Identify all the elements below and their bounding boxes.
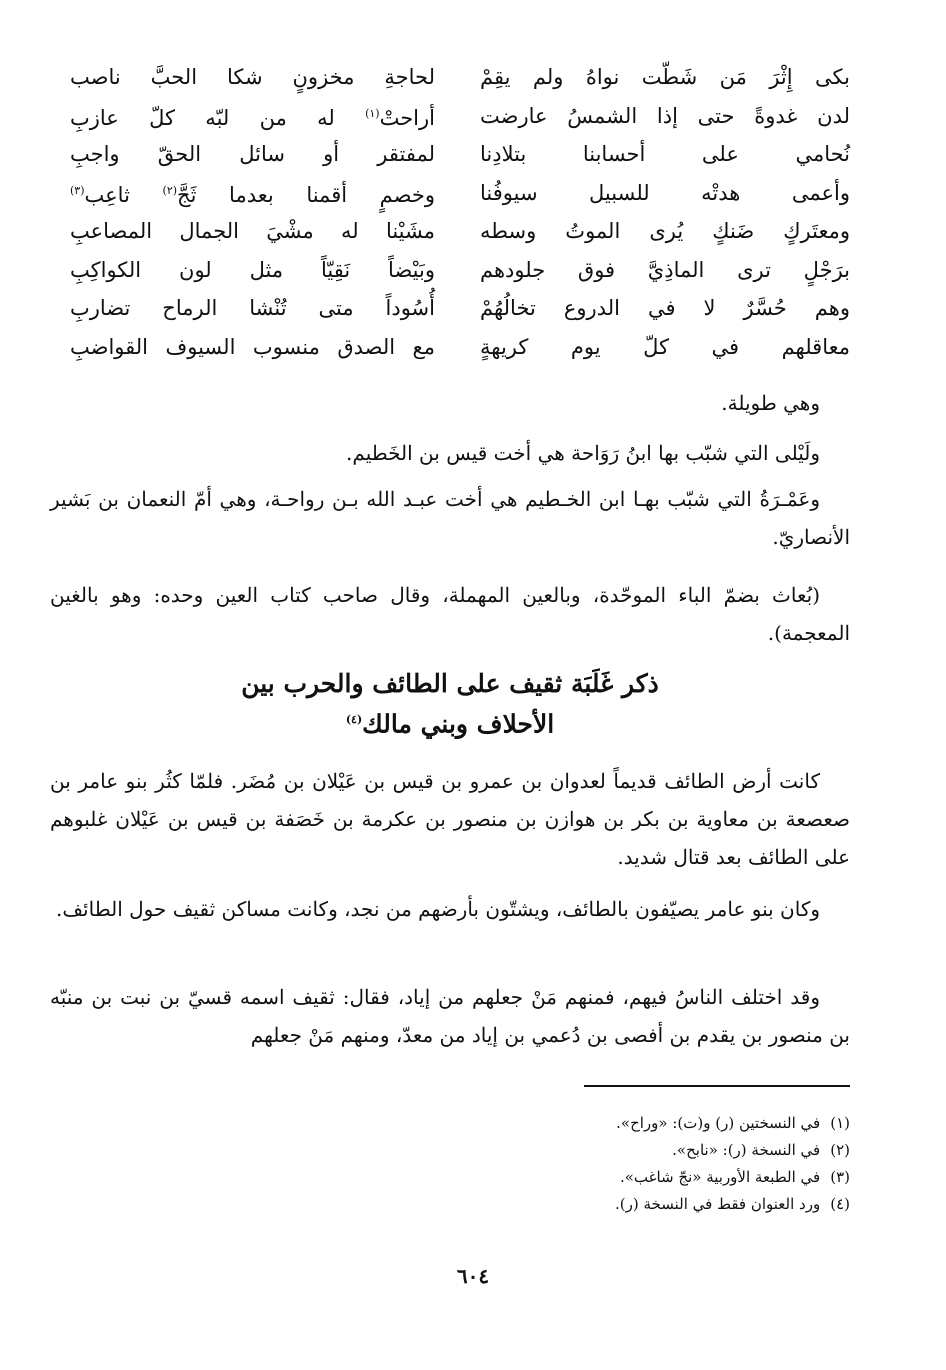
verse-first-hemistich: ومعتَركٍ ضَنكٍ يُرى الموتُ وسطه [480,219,850,244]
footnote-text: في الطبعة الأوربية «نجّ شاغب». [619,1168,821,1186]
footnote-number: (٣) [830,1168,850,1186]
footnote-text: في النسختين (ر) و(ت): «وراح». [616,1114,821,1132]
verse-first-hemistich: لدن غدوةً حتى إذا الشمسُ عارضت [480,103,850,128]
poem-verse [70,289,850,328]
footnote-marker: (٣) [70,183,85,197]
footnote-marker: (٤) [345,713,363,726]
footnote-text: ورد العنوان فقط في النسخة (ر). [615,1195,821,1213]
section-heading [50,666,850,742]
heading-text: الأحلاف وبني مالك [362,709,555,739]
page-number: ٦٠٤ [456,1264,490,1288]
poem-verse [70,328,850,367]
verse-second-hemistich [70,176,435,210]
footnote-number: (١) [830,1114,850,1132]
footnote-marker: (١) [365,106,380,120]
verse-second-hemistich: وبَيْضاً نَقِيّاً مثل لون الكواكِبِ [70,257,435,282]
footnote-text: في النسخة (ر): «نابح». [672,1141,821,1159]
footnote-marker: (٢) [162,183,178,197]
paragraph [50,480,850,556]
paragraph-text: كانت أرض الطائف قديماً لعدوان بن عمرو بن قيس بن عَيْلان بن مُضَر. فلمّا كثُر بنو عامر بن صعصعة بن معاوية بن بكر بن هوازن بن منصور بن عكرمة بن خَصَفة بن قيس بن عَيْلان غلبوهم على الطائف بعد قتال شديد. [50,769,850,869]
verse-first-hemistich: وأعمى هدتْه للسبيل سيوفُنا [480,180,850,205]
verse-second-hemistich: مع الصدق منسوب السيوف القواضبِ [70,334,435,359]
verse-second-hemistich [70,99,435,133]
verse-first-hemistich: برَجْلٍ ترى الماذِيَّ فوق جلودهم [480,257,850,282]
paragraph-text: وكان بنو عامر يصيّفون بالطائف، ويشتّون بأرضهم من نجد، وكانت مساكن ثقيف حول الطائف. [56,897,820,921]
paragraph-text: وعَمْـرَةُ التي شبّب بهـا ابن الخـطيم هي أخت عبـد الله بـن رواحـة، وهي أمّ النعمان بن بَشير الأنصاريّ. [50,487,850,549]
heading-line: ذكر غَلَبَة ثقيف على الطائف والحرب بين [241,669,659,698]
paragraph [50,890,850,928]
footnote [50,1137,850,1164]
poem-verse [70,174,850,213]
paragraph [50,762,850,876]
poem-verse [70,58,850,97]
paragraph-text: وقد اختلف الناسُ فيهم، فمنهم مَنْ جعلهم من إياد، فقال: ثقيف اسمه قسيّ بن نبت بن منبّه بن منصور بن يقدم بن أفصى بن دُعمي بن إياد من معدّ، ومنهم مَنْ جعلهم [50,985,850,1047]
poem-verse [70,97,850,136]
footnote [50,1110,850,1137]
footnote-separator [584,1085,850,1087]
footnote [50,1164,850,1191]
paragraph [50,978,850,1054]
paragraph-text: ولَيْلى التي شبّب بها ابنُ رَوَاحة هي أخت قيس بن الخَطيم. [346,441,820,465]
verse-first-hemistich: وهم حُسَّرٌ لا في الدروع تخالُهُمْ [480,296,850,321]
footnotes [50,1110,850,1218]
poem-verse [70,212,850,251]
footnote [50,1191,850,1218]
poem [70,58,850,366]
verse-text: وخصمٍ أقمنا بعدما ثَجَّ [177,182,435,207]
verse-first-hemistich: نُحامي على أحسابنا بتلادِنا [480,142,850,167]
paragraph [50,576,850,652]
paragraph [50,384,850,422]
verse-second-hemistich: أُسُوداً متى تُنْشا الرماح تضاربِ [70,296,435,321]
verse-second-hemistich: لمفتقر أو سائل الحقّ واجبِ [70,142,435,167]
verse-first-hemistich: معاقلهم في كلّ يوم كريهةٍ [480,334,850,359]
footnote-number: (٤) [830,1195,850,1213]
paragraph-text: (بُعاث بضمّ الباء الموحّدة، وبالعين المهملة، وقال صاحب كتاب العين وحده: وهو بالغين المعجمة). [50,583,850,645]
poem-verse [70,251,850,290]
paragraph [50,434,850,472]
verse-text: أراحتْ [379,105,435,130]
verse-second-hemistich: لحاجةِ مخزونٍ شكا الحبَّ ناصب [70,65,435,90]
verse-text: ثاعِب [84,182,163,207]
verse-first-hemistich: بكى إِثْرَ مَن شَطّت نواهُ ولم يقِمْ [480,65,850,90]
heading-line [50,702,850,742]
verse-second-hemistich: مشَيْنا له مشْيَ الجمال المصاعبِ [70,219,435,244]
paragraph-text: وهي طويلة. [721,391,820,415]
poem-verse [70,135,850,174]
verse-text: له من لبّه كلّ عازبِ [70,105,366,130]
footnote-number: (٢) [830,1141,850,1159]
